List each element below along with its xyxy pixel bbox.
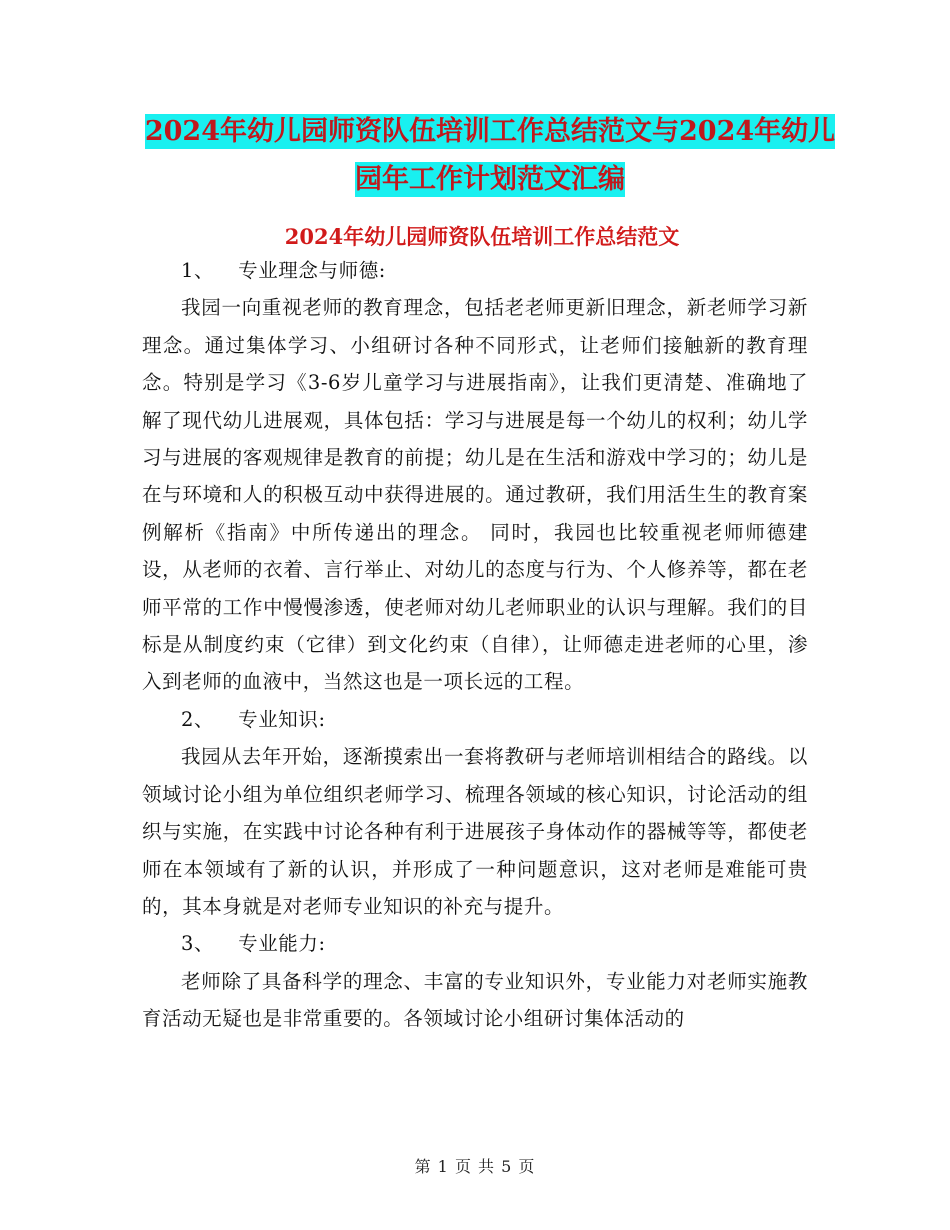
heading-number: 3、	[181, 932, 215, 956]
heading-text: 专业能力:	[238, 932, 326, 956]
heading-text: 专业知识:	[238, 707, 326, 731]
document-title-highlight: 2024年幼儿园师资队伍培训工作总结范文与2024年幼儿园年工作计划范文汇编	[144, 116, 836, 195]
section-title: 2024年幼儿园师资队伍培训工作总结范文	[284, 224, 680, 249]
heading-text: 专业理念与师德:	[238, 259, 386, 282]
paragraph-2: 我园从去年开始，逐渐摸索出一套将教研与老师培训相结合的路线。以领域讨论小组为单位组织老师学习、梳理各领域的核心知识，讨论活动的组织与实施，在实践中讨论各种有利于进展孩子身体动作的器械等等，都使老师在本领域有了新的认识，并形成了一种问题意识，这对老师是难能可贵的，其本身就是对老师专业知识的补充与提升。	[142, 745, 808, 918]
section-heading-1	[142, 252, 808, 289]
document-title	[140, 108, 840, 204]
heading-number: 1、	[181, 259, 215, 282]
paragraph-1: 我园一向重视老师的教育理念，包括老老师更新旧理念，新老师学习新理念。通过集体学习、小组研讨各种不同形式，让老师们接触新的教育理念。特别是学习《3-6岁儿童学习与进展指南》，让我们更清楚、准确地了解了现代幼儿进展观，具体包括：学习与进展是每一个幼儿的权利；幼儿学习与进展的客观规律是教育的前提；幼儿是在生活和游戏中学习的；幼儿是在与环境和人的积极互动中获得进展的。通过教研，我们用活生生的教育案例解析《指南》中所传递出的理念。 同时，我园也比较重视老师师德建设，从老师的衣着、言行举止、对幼儿的态度与行为、个人修养等，都在老师平常的工作中慢慢渗透，使老师对幼儿老师职业的认识与理解。我们的目标是从制度约束（它律）到文化约束（自律），让师德走进老师的心里，渗入到老师的血液中，当然这也是一项长远的工程。	[142, 296, 808, 694]
page-number: 第 1 页 共 5 页	[414, 1157, 536, 1176]
document-body	[142, 252, 808, 1038]
paragraph-3: 老师除了具备科学的理念、丰富的专业知识外，专业能力对老师实施教育活动无疑也是非常重要的。各领域讨论小组研讨集体活动的	[142, 969, 808, 1031]
heading-number: 2、	[181, 707, 215, 731]
section-heading-2	[142, 701, 808, 738]
section-heading-3	[142, 925, 808, 962]
